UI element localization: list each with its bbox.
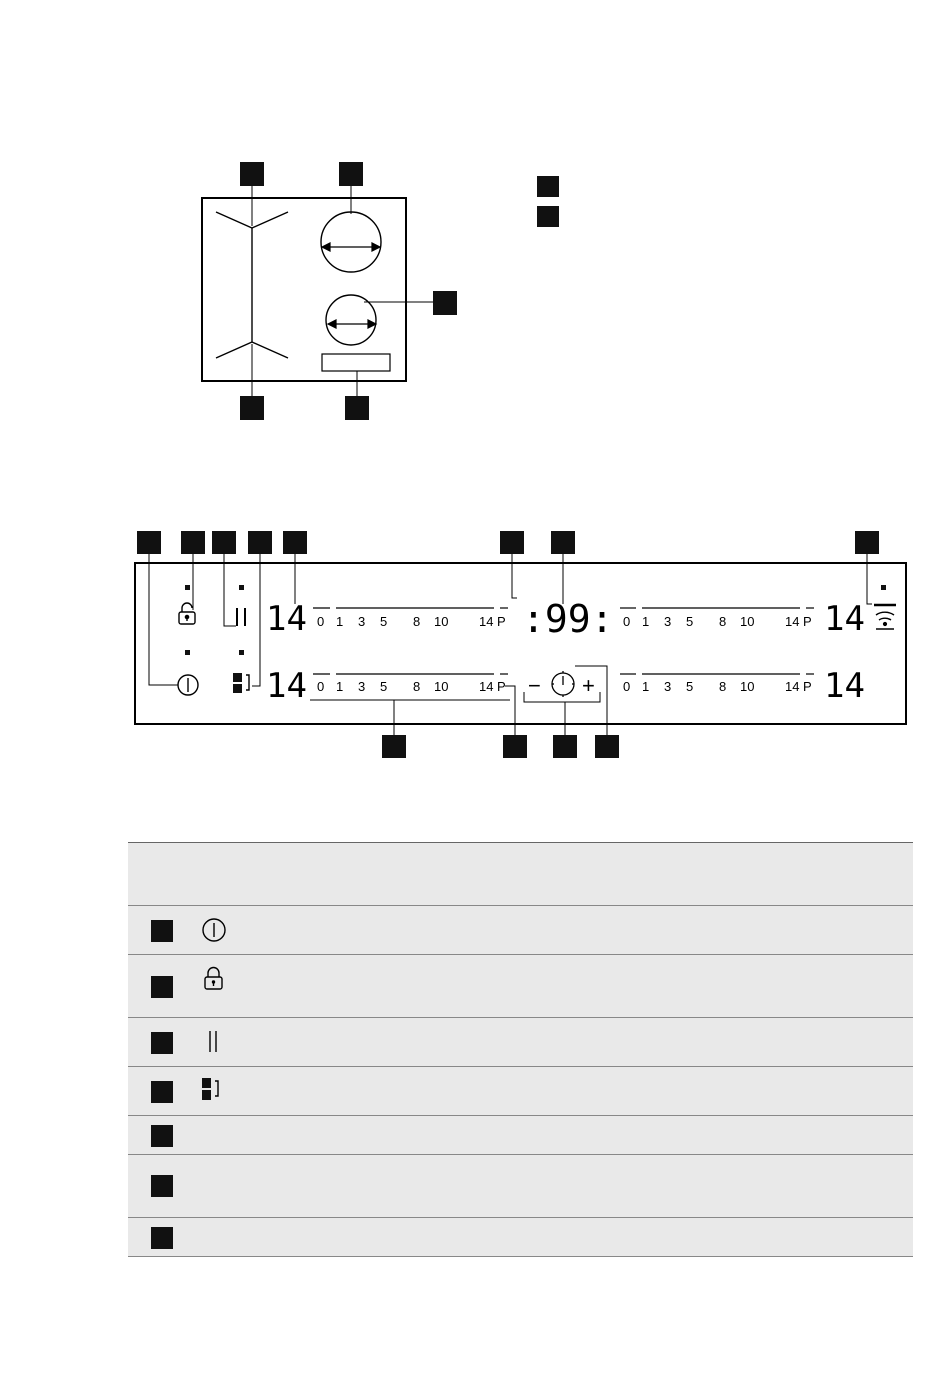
scale-label[interactable]: 1 <box>336 679 344 694</box>
cooking-surface-diagram <box>202 162 457 420</box>
table-row <box>128 1018 913 1067</box>
power-level-display: 14 <box>266 666 307 706</box>
scale-label[interactable]: 3 <box>358 679 366 694</box>
control-panel-table <box>128 842 913 1257</box>
scale-label[interactable]: 1 <box>336 614 344 629</box>
lock-icon <box>200 965 228 993</box>
indicator-dot <box>239 585 244 590</box>
callout-marker <box>595 735 619 758</box>
timer-plus-button[interactable]: + <box>582 673 595 698</box>
scale-label[interactable]: 5 <box>380 614 388 629</box>
scale-label[interactable]: 5 <box>686 679 694 694</box>
callout-marker <box>433 291 457 315</box>
scale-label[interactable]: 5 <box>380 679 388 694</box>
timer-display: :99: <box>522 597 614 641</box>
scale-label[interactable]: 10 <box>434 679 449 694</box>
timer-minus-button[interactable]: − <box>528 673 541 698</box>
scale-label[interactable]: 3 <box>358 614 366 629</box>
indicator-dot <box>239 650 244 655</box>
scale-label[interactable]: 3 <box>664 679 672 694</box>
scale-label[interactable]: 0 <box>623 679 631 694</box>
scale-label[interactable]: 8 <box>719 679 727 694</box>
legend-marker <box>537 206 559 227</box>
callout-marker <box>503 735 527 758</box>
control-panel-diagram <box>135 531 906 758</box>
table-row <box>128 1218 913 1257</box>
callout-marker <box>855 531 879 554</box>
power-level-display: 14 <box>824 599 865 639</box>
table-row <box>128 906 913 955</box>
scale-label[interactable]: 8 <box>413 679 421 694</box>
bridge-icon <box>200 1076 228 1104</box>
scale-label[interactable]: 8 <box>413 614 421 629</box>
table-marker <box>151 1175 173 1197</box>
callout-marker <box>345 396 369 420</box>
callout-marker <box>240 396 264 420</box>
power-icon[interactable] <box>178 675 198 695</box>
power-level-display: 14 <box>824 666 865 706</box>
power-level-display: 14 <box>266 599 307 639</box>
power-icon <box>200 916 228 944</box>
pause-icon <box>200 1028 228 1056</box>
hob2hood-icon[interactable] <box>874 605 896 629</box>
scale-label[interactable]: P <box>497 679 506 694</box>
scale-label[interactable]: P <box>497 614 506 629</box>
bridge-zone <box>216 212 288 358</box>
callout-marker <box>500 531 524 554</box>
bridge-icon[interactable] <box>233 673 249 693</box>
table-marker <box>151 1032 173 1054</box>
callout-marker <box>551 531 575 554</box>
table-marker <box>151 1081 173 1103</box>
pause-icon[interactable] <box>237 608 245 626</box>
table-row <box>128 1116 913 1155</box>
indicator-dot <box>185 585 190 590</box>
panel-callout-lines <box>149 554 872 735</box>
scale-label[interactable]: 14 <box>785 614 800 629</box>
panel-outline <box>135 563 906 724</box>
callout-marker <box>240 162 264 186</box>
callout-marker <box>382 735 406 758</box>
scale-label[interactable]: 5 <box>686 614 694 629</box>
callout-marker <box>212 531 236 554</box>
callout-marker <box>283 531 307 554</box>
scale-label[interactable]: 8 <box>719 614 727 629</box>
table-row <box>128 1067 913 1116</box>
callout-marker <box>339 162 363 186</box>
table-marker <box>151 1125 173 1147</box>
scale-label[interactable]: P <box>803 679 812 694</box>
scale-label[interactable]: P <box>803 614 812 629</box>
indicator-dot <box>185 650 190 655</box>
control-panel-area <box>322 354 390 371</box>
zone-diameter-arrow <box>322 243 380 251</box>
scale-label[interactable]: 10 <box>434 614 449 629</box>
scale-label[interactable]: 10 <box>740 614 755 629</box>
table-marker <box>151 920 173 942</box>
scale-label[interactable]: 10 <box>740 679 755 694</box>
scale-label[interactable]: 0 <box>317 614 325 629</box>
table-row <box>128 955 913 1018</box>
table-marker <box>151 1227 173 1249</box>
scale-label[interactable]: 3 <box>664 614 672 629</box>
scale-label[interactable]: 0 <box>317 679 325 694</box>
indicator-dot <box>881 585 886 590</box>
cooking-zone-large <box>321 212 381 272</box>
table-row <box>128 1155 913 1218</box>
scale-label[interactable]: 14 <box>785 679 800 694</box>
legend-marker <box>537 176 559 197</box>
timer-icon[interactable] <box>552 671 574 697</box>
scale-label[interactable]: 1 <box>642 614 650 629</box>
callout-marker <box>137 531 161 554</box>
callout-marker <box>553 735 577 758</box>
zone-diameter-arrow <box>328 320 376 328</box>
scale-label[interactable]: 14 <box>479 679 494 694</box>
table-header-row <box>128 842 913 906</box>
scale-label[interactable]: 0 <box>623 614 631 629</box>
callout-marker <box>248 531 272 554</box>
scale-label[interactable]: 14 <box>479 614 494 629</box>
callout-marker <box>181 531 205 554</box>
legend-markers <box>537 176 559 227</box>
table-marker <box>151 976 173 998</box>
scale-label[interactable]: 1 <box>642 679 650 694</box>
